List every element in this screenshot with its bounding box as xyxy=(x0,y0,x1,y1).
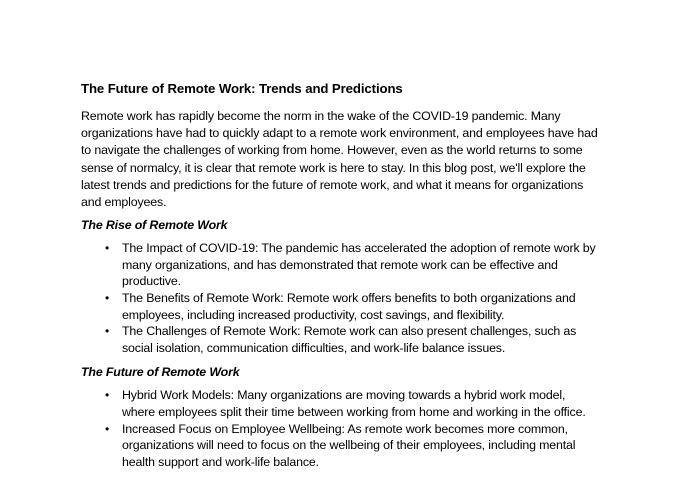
bullet-icon: • xyxy=(105,324,110,339)
list-item-text: The Benefits of Remote Work: Remote work offers benefits to both organizations and employees, including increased productivity, cost savings, and flexibility. xyxy=(122,291,576,322)
bullet-icon: • xyxy=(105,388,110,403)
bullet-icon: • xyxy=(105,291,110,305)
list-item xyxy=(81,290,601,323)
intro-paragraph: Remote work has rapidly become the norm in the wake of the COVID-19 pandemic. Many organizations have had to quickly adapt to a remote work environment, and employees have had to navigate the challenges of working from home. However, even as the world returns to some sense of normalcy, it is clear that remote work is here to stay. In this blog post, we'll explore the latest trends and predictions for the future of remote work, and what it means for organizations and employees. xyxy=(81,109,598,210)
section-heading-rise: The Rise of Remote Work xyxy=(81,218,228,233)
document-title: The Future of Remote Work: Trends and Predictions xyxy=(81,81,403,96)
list-item-text: Increased Focus on Employee Wellbeing: As remote work becomes more common, organizations will need to focus on the wellbeing of their employees, including mental health support and work-life balance. xyxy=(122,421,576,469)
list-item xyxy=(81,387,601,420)
bullet-list-future xyxy=(81,387,601,470)
list-item xyxy=(81,323,601,356)
list-item-text: The Impact of COVID-19: The pandemic has accelerated the adoption of remote work by many organizations, and has demonstrated that remote work can be effective and productive. xyxy=(122,241,596,289)
list-item xyxy=(81,240,601,290)
list-item-text: The Challenges of Remote Work: Remote work can also present challenges, such as social isolation, communication difficulties, and work-life balance issues. xyxy=(122,324,577,355)
document-body xyxy=(81,80,601,478)
section-heading-future: The Future of Remote Work xyxy=(81,365,240,380)
bullet-list-rise xyxy=(81,240,601,356)
list-item xyxy=(81,421,601,471)
bullet-icon: • xyxy=(105,421,110,436)
bullet-icon: • xyxy=(105,241,110,256)
list-item-text: Hybrid Work Models: Many organizations are moving towards a hybrid work model, where employees split their time between working from home and working in the office. xyxy=(122,388,586,419)
